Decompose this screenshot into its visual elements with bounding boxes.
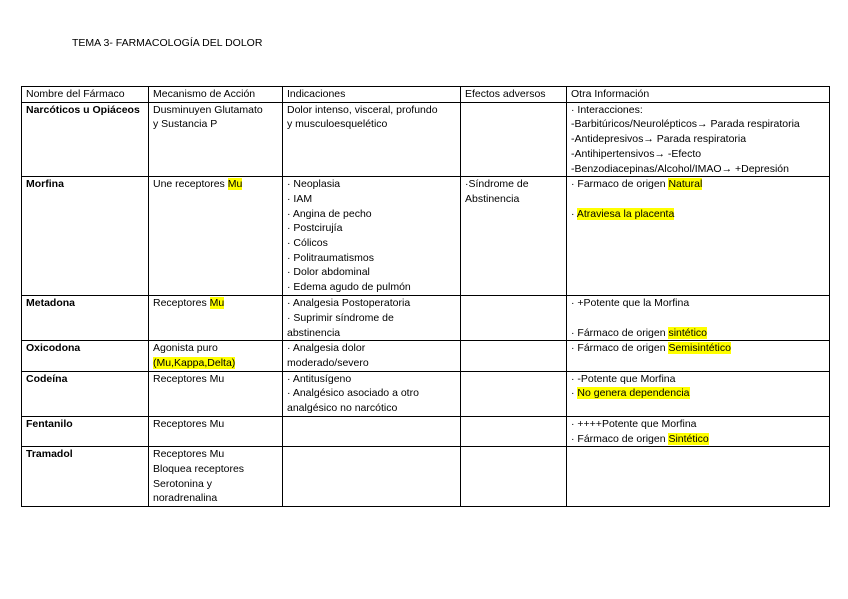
indications-cell [283, 177, 461, 296]
other-line: · -Potente que Morfina [571, 372, 676, 385]
mechanism-line: Receptores Mu [153, 448, 225, 461]
indication-line: moderado/severo [287, 357, 369, 370]
other-line [571, 207, 825, 222]
other-text: · [571, 207, 577, 220]
adverse-line: Abstinencia [465, 192, 520, 205]
spacer [571, 192, 825, 207]
other-info-cell [567, 177, 830, 296]
drug-name: Morfina [22, 177, 149, 296]
highlight: (Mu,Kappa,Delta) [153, 357, 236, 370]
highlight: sintético [668, 326, 707, 339]
indication-line: · Suprimir síndrome de [287, 311, 394, 324]
other-info-cell [567, 416, 830, 446]
table-row [22, 296, 830, 341]
other-line: · +Potente que la Morfina [571, 297, 690, 310]
mechanism-line: Agonista puro [153, 342, 218, 355]
highlight: Mu [227, 178, 243, 191]
indication-line: · Edema agudo de pulmón [287, 281, 411, 294]
mechanism-line [153, 356, 278, 371]
indication-line: analgésico no narcótico [287, 402, 398, 415]
adverse-cell [461, 416, 567, 446]
other-text: · Farmaco de origen [571, 178, 669, 191]
other-info-cell [567, 371, 830, 416]
other-line: · Interacciones: [571, 103, 643, 116]
table-row [22, 416, 830, 446]
other-info-cell [567, 341, 830, 371]
indications-cell [283, 296, 461, 341]
highlight: Semisintético [668, 342, 731, 355]
indication-line: · Neoplasia [287, 178, 341, 191]
mechanism-cell [149, 341, 283, 371]
document-title: TEMA 3- FARMACOLOGÍA DEL DOLOR [72, 37, 263, 49]
indications-cell [283, 416, 461, 446]
table-row [22, 447, 830, 507]
highlight: No genera dependencia [577, 387, 690, 400]
other-text: · Fármaco de origen [571, 432, 669, 445]
indications-cell [283, 447, 461, 507]
indications-cell [283, 371, 461, 416]
table-row [22, 341, 830, 371]
other-line [571, 432, 825, 447]
adverse-cell [461, 102, 567, 177]
mechanism-line: Receptores Mu [153, 372, 225, 385]
drug-table [21, 86, 830, 507]
other-line [571, 326, 825, 341]
header-mechanism: Mecanismo de Acción [149, 87, 283, 103]
mechanism-cell [149, 371, 283, 416]
indication-line: · Angina de pecho [287, 207, 372, 220]
highlight: Sintético [668, 432, 709, 445]
highlight: Natural [668, 178, 703, 191]
other-text: · [571, 387, 578, 400]
mechanism-line: Serotonina y [153, 477, 212, 490]
indication-line: · Analgesia Postoperatoria [287, 297, 411, 310]
adverse-cell [461, 296, 567, 341]
table-row [22, 102, 830, 177]
other-line: -Antihipertensivos→ -Efecto [571, 147, 702, 160]
adverse-cell [461, 447, 567, 507]
indication-line: · Dolor abdominal [287, 266, 370, 279]
adverse-cell [461, 177, 567, 296]
drug-name: Metadona [22, 296, 149, 341]
other-text: · Fármaco de origen [571, 342, 669, 355]
header-adverse-effects: Efectos adversos [461, 87, 567, 103]
table-header-row [22, 87, 830, 103]
other-line [571, 177, 825, 192]
drug-name: Codeína [22, 371, 149, 416]
mechanism-text: Une receptores [153, 178, 228, 191]
mechanism-cell [149, 296, 283, 341]
mechanism-cell [149, 416, 283, 446]
mechanism-cell [149, 447, 283, 507]
mechanism-text: Receptores [153, 297, 210, 310]
spacer [571, 311, 825, 326]
other-line: · ++++Potente que Morfina [571, 417, 697, 430]
indication-line: · Antitusígeno [287, 372, 352, 385]
drug-name: Oxicodona [22, 341, 149, 371]
mechanism-cell [149, 177, 283, 296]
indication-line: · Analgésico asociado a otro [287, 387, 419, 400]
highlight: Mu [209, 297, 225, 310]
indications-cell [283, 102, 461, 177]
header-name: Nombre del Fármaco [22, 87, 149, 103]
drug-name: Narcóticos u Opiáceos [22, 102, 149, 177]
other-info-cell [567, 296, 830, 341]
indication-line: · Politraumatismos [287, 251, 374, 264]
adverse-cell [461, 341, 567, 371]
adverse-line: ·Síndrome de [465, 178, 529, 191]
indication-line: · Postcirujía [287, 222, 343, 235]
mechanism-cell [149, 102, 283, 177]
header-other-info: Otra Información [567, 87, 830, 103]
indication-line: Dolor intenso, visceral, profundo [287, 103, 438, 116]
other-line: -Antidepresivos→ Parada respiratoria [571, 133, 747, 146]
drug-name: Fentanilo [22, 416, 149, 446]
other-info-cell [567, 447, 830, 507]
mechanism-line: Receptores Mu [153, 417, 225, 430]
indication-line: · Cólicos [287, 237, 328, 250]
other-info-cell [567, 102, 830, 177]
indications-cell [283, 341, 461, 371]
other-line: -Barbitúricos/Neurolépticos→ Parada respiratoria [571, 118, 800, 131]
indication-line: · Analgesia dolor [287, 342, 366, 355]
table-row [22, 371, 830, 416]
other-text: · Fármaco de origen [571, 326, 669, 339]
indication-line: y musculoesquelético [287, 118, 388, 131]
other-line [571, 386, 825, 401]
adverse-cell [461, 371, 567, 416]
other-line [571, 341, 825, 356]
indication-line: · IAM [287, 192, 313, 205]
mechanism-line: Dusminuyen Glutamato [153, 103, 263, 116]
other-line: -Benzodiacepinas/Alcohol/IMAO→ +Depresión [571, 162, 789, 175]
drug-name: Tramadol [22, 447, 149, 507]
mechanism-line: y Sustancia P [153, 118, 218, 131]
table-row [22, 177, 830, 296]
indication-line: abstinencia [287, 326, 341, 339]
mechanism-line: Bloquea receptores [153, 462, 245, 475]
header-indications: Indicaciones [283, 87, 461, 103]
mechanism-line: noradrenalina [153, 492, 218, 505]
highlight: Atraviesa la placenta [576, 207, 675, 220]
